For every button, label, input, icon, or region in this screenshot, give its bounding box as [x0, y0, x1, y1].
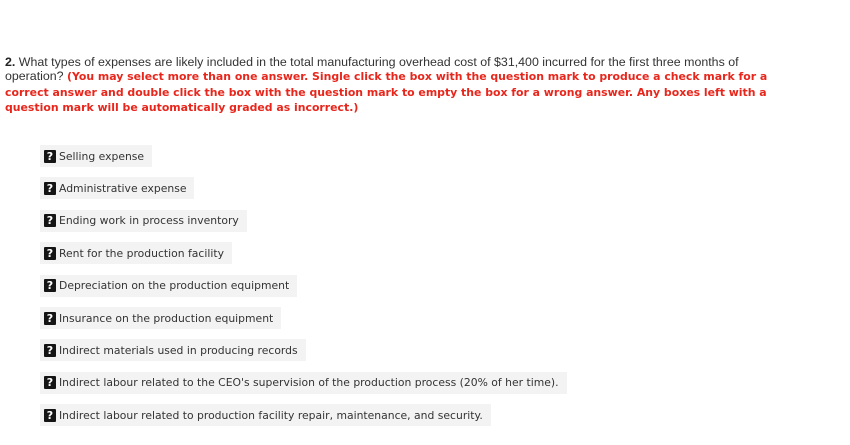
option-insurance-equipment[interactable] [40, 307, 281, 329]
option-label: Administrative expense [59, 181, 187, 195]
option-indirect-labour-ceo[interactable] [40, 372, 567, 394]
option-depreciation-equipment[interactable] [40, 275, 297, 297]
option-label: Insurance on the production equipment [59, 311, 274, 325]
option-label: Selling expense [59, 149, 145, 163]
question-text: What types of expenses are likely included in the total manufacturing overhead cost of $31,400 incurred for the first three months of operation? [5, 55, 739, 84]
option-label: Depreciation on the production equipment [59, 279, 290, 293]
question-mark-checkbox[interactable]: ? [44, 214, 56, 227]
question-mark-checkbox[interactable]: ? [44, 312, 56, 325]
option-ending-wip-inventory[interactable] [40, 210, 247, 232]
option-indirect-materials[interactable] [40, 339, 306, 361]
option-rent-production-facility[interactable] [40, 242, 232, 264]
question-mark-checkbox[interactable]: ? [44, 150, 56, 163]
question-mark-checkbox[interactable]: ? [44, 409, 56, 422]
question-mark-checkbox[interactable]: ? [44, 344, 56, 357]
option-selling-expense[interactable] [40, 145, 152, 167]
option-indirect-labour-facility[interactable] [40, 404, 491, 426]
question-mark-checkbox[interactable]: ? [44, 247, 56, 260]
question-instructions: (You may select more than one answer. Single click the box with the question mark to produce a check mark for a correct answer and double click the box with the question mark to empty the box for a wrong answer. Any boxes left with a question mark will be automatically graded as incorrect.) [5, 70, 768, 114]
option-label: Ending work in process inventory [59, 214, 239, 228]
option-label: Indirect labour related to production facility repair, maintenance, and security. [59, 408, 483, 422]
option-label: Indirect materials used in producing records [59, 343, 298, 357]
question-number: 2. [5, 55, 16, 69]
question-mark-checkbox[interactable]: ? [44, 182, 56, 195]
question-mark-checkbox[interactable]: ? [44, 279, 56, 292]
option-label: Indirect labour related to the CEO's supervision of the production process (20% of her time). [59, 376, 559, 390]
question-mark-checkbox[interactable]: ? [44, 376, 56, 389]
question-prompt [5, 55, 795, 115]
option-label: Rent for the production facility [59, 246, 224, 260]
option-administrative-expense[interactable] [40, 177, 194, 199]
